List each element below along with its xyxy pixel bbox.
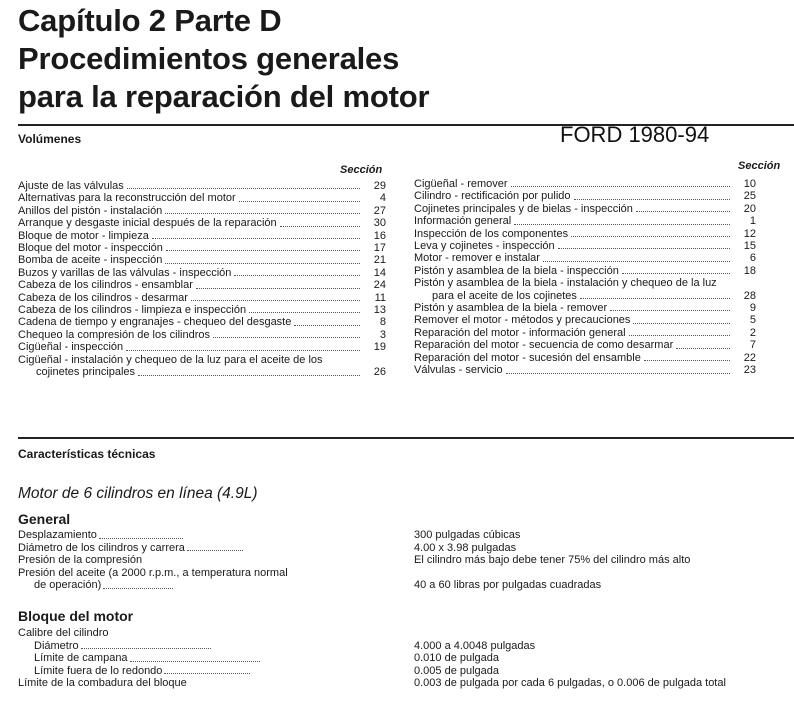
toc-entry-label: Anillos del pistón - instalación xyxy=(18,204,163,217)
toc-entry-label: Alternativas para la reconstrucción del motor xyxy=(18,192,236,205)
toc-entry[interactable] xyxy=(414,215,756,227)
toc-entry-label: Bloque del motor - inspección xyxy=(18,242,163,255)
spec-label: Límite de campana xyxy=(34,652,128,665)
toc-entry[interactable] xyxy=(414,240,756,252)
toc-entry-label: Válvulas - servicio xyxy=(414,364,503,377)
spec-value: 4.00 x 3.98 pulgadas xyxy=(414,541,517,554)
spec-row xyxy=(18,640,794,653)
spec-label: Límite de la combadura del bloque xyxy=(18,677,187,690)
toc-entry-number: 26 xyxy=(373,366,386,379)
toc-entry-number: 11 xyxy=(374,291,386,304)
toc-entry[interactable] xyxy=(414,352,756,364)
spec-label: Límite fuera de lo redondo xyxy=(34,664,163,677)
toc-entry[interactable] xyxy=(414,228,756,240)
leader-dots xyxy=(152,238,360,239)
toc-entry[interactable] xyxy=(414,252,756,264)
toc-entry-label: Reparación del motor - sucesión del ensamble xyxy=(414,351,641,364)
toc-entry[interactable] xyxy=(414,203,756,215)
spec-label: Diámetro xyxy=(34,639,79,652)
spec-value: 300 pulgadas cúbicas xyxy=(414,529,521,541)
toc-entry-number: 23 xyxy=(743,364,756,377)
leader-dots xyxy=(164,673,250,674)
toc-right xyxy=(414,178,756,377)
spec-row xyxy=(18,554,794,567)
toc-entry-number: 17 xyxy=(373,242,386,255)
toc-entry[interactable] xyxy=(414,265,756,277)
toc-entry[interactable] xyxy=(18,366,386,378)
toc-entry-number: 4 xyxy=(379,192,386,205)
toc-entry[interactable] xyxy=(414,339,756,351)
leader-dots xyxy=(629,335,730,336)
motor-heading: Motor de 6 cilindros en línea (4.9L) xyxy=(18,485,258,502)
toc-entry-number: 18 xyxy=(743,264,756,277)
toc-entry-label: Cigüeñal - instalación y chequeo de la luz para el aceite de los xyxy=(18,353,323,366)
toc-entry-number: 13 xyxy=(373,304,386,317)
toc-entry-label: cojinetes principales xyxy=(36,366,136,379)
toc-entry-label: Bomba de aceite - inspección xyxy=(18,254,163,267)
leader-dots xyxy=(610,310,730,311)
toc-entry-number: 10 xyxy=(743,178,756,190)
toc-entry-label: Arranque y desgaste inicial después de la reparación xyxy=(18,217,277,230)
spec-label: Presión del aceite (a 2000 r.p.m., a temperatura normal xyxy=(18,566,288,579)
seccion-label-left: Sección xyxy=(340,164,383,176)
spec-value: El cilindro más bajo debe tener 75% del cilindro más alto xyxy=(414,554,691,567)
toc-entry-label: Remover el motor - métodos y precauciones xyxy=(414,314,631,327)
leader-dots xyxy=(138,375,360,376)
spec-label: de operación) xyxy=(34,579,102,592)
toc-entry-number: 22 xyxy=(743,351,756,364)
leader-dots xyxy=(506,373,730,374)
toc-entry-label: Cabeza de los cilindros - limpieza e inspección xyxy=(18,304,247,317)
title-line-2: Procedimientos generales xyxy=(18,41,400,76)
toc-entry[interactable] xyxy=(18,192,386,204)
leader-dots xyxy=(571,236,730,237)
toc-entry-label: Pistón y asamblea de la biela - remover xyxy=(414,302,608,315)
leader-dots xyxy=(196,288,360,289)
leader-dots xyxy=(165,263,360,264)
leader-dots xyxy=(191,300,360,301)
title-line-3: para la reparación del motor xyxy=(18,79,430,114)
leader-dots xyxy=(166,250,360,251)
toc-entry[interactable] xyxy=(18,217,386,229)
toc-entry[interactable] xyxy=(18,254,386,266)
toc-entry-number: 19 xyxy=(373,341,386,354)
leader-dots xyxy=(234,275,360,276)
toc-entry-label: Cabeza de los cilindros - ensamblar xyxy=(18,279,193,292)
leader-dots xyxy=(622,273,730,274)
bloque-heading: Bloque del motor xyxy=(18,608,134,624)
toc-entry[interactable] xyxy=(414,364,756,376)
leader-dots xyxy=(580,298,730,299)
toc-entry-number: 30 xyxy=(373,217,386,230)
toc-entry[interactable] xyxy=(18,304,386,316)
toc-entry-number: 5 xyxy=(749,314,756,327)
toc-entry[interactable] xyxy=(18,279,386,291)
toc-entry-number: 12 xyxy=(743,227,756,240)
toc-entry-number: 8 xyxy=(379,316,386,329)
toc-entry-number: 24 xyxy=(373,279,386,292)
toc-entry-number: 9 xyxy=(749,302,756,315)
leader-dots xyxy=(676,348,730,349)
leader-dots xyxy=(130,661,260,662)
toc-entry[interactable] xyxy=(18,316,386,328)
spec-row xyxy=(18,677,794,690)
leader-dots xyxy=(187,550,243,551)
spec-row xyxy=(18,529,794,542)
toc-entry-number: 3 xyxy=(379,328,386,341)
spec-label: Diámetro de los cilindros y carrera xyxy=(18,541,185,554)
spec-row xyxy=(18,542,794,555)
spec-value: 0.003 de pulgada por cada 6 pulgadas, o 0.006 de pulgada total xyxy=(414,677,726,690)
toc-entry-number: 2 xyxy=(749,326,756,339)
leader-dots xyxy=(644,360,730,361)
leader-dots xyxy=(280,226,360,227)
toc-entry-label: Información general xyxy=(414,215,512,228)
toc-entry[interactable] xyxy=(18,341,386,353)
leader-dots xyxy=(81,648,211,649)
bloque-spec-table xyxy=(18,627,794,690)
toc-entry[interactable] xyxy=(414,178,756,190)
toc-entry[interactable] xyxy=(18,267,386,279)
spec-label: Calibre del cilindro xyxy=(18,627,109,639)
chapter-title xyxy=(18,2,429,116)
toc-entry-label: Cadena de tiempo y engranajes - chequeo del desgaste xyxy=(18,316,292,329)
toc-entry-label: Pistón y asamblea de la biela - instalación y chequeo de la luz xyxy=(414,277,717,290)
spec-label: Presión de la compresión xyxy=(18,554,143,567)
toc-entry-label: Bloque de motor - limpieza xyxy=(18,229,149,242)
toc-entry-number: 29 xyxy=(373,180,386,192)
toc-left xyxy=(18,180,386,379)
toc-entry[interactable] xyxy=(414,290,756,302)
toc-entry-number: 16 xyxy=(373,229,386,242)
toc-entry-label: Leva y cojinetes - inspección xyxy=(414,240,555,253)
section-rule xyxy=(18,437,794,439)
toc-entry-number: 7 xyxy=(749,339,756,352)
leader-dots xyxy=(213,337,360,338)
toc-entry[interactable] xyxy=(414,327,756,339)
toc-entry-label: Pistón y asamblea de la biela - inspección xyxy=(414,264,619,277)
leader-dots xyxy=(126,350,360,351)
toc-entry-label: Chequeo la compresión de los cilindros xyxy=(18,328,210,341)
toc-entry-label: Ajuste de las válvulas xyxy=(18,180,124,192)
caracteristicas-heading: Características técnicas xyxy=(18,447,156,461)
toc-entry[interactable] xyxy=(414,190,756,202)
toc-entry-label: Motor - remover e instalar xyxy=(414,252,540,265)
toc-entry[interactable] xyxy=(414,314,756,326)
toc-entry-number: 25 xyxy=(743,190,756,203)
toc-entry-number: 28 xyxy=(743,289,756,302)
toc-entry[interactable] xyxy=(18,354,386,366)
toc-entry-label: Reparación del motor - información general xyxy=(414,326,626,339)
toc-entry-label: Cabeza de los cilindros - desarmar xyxy=(18,291,188,304)
toc-entry[interactable] xyxy=(18,329,386,341)
toc-entry[interactable] xyxy=(18,242,386,254)
leader-dots xyxy=(127,188,360,189)
spec-value: 4.000 a 4.0048 pulgadas xyxy=(414,639,536,652)
spec-label: Desplazamiento xyxy=(18,529,97,541)
toc-entry[interactable] xyxy=(18,180,386,192)
toc-entry-number: 15 xyxy=(743,240,756,253)
toc-entry-label: Reparación del motor - secuencia de como desarmar xyxy=(414,339,674,352)
spec-value: 0.010 de pulgada xyxy=(414,652,500,665)
brand-label: FORD 1980-94 xyxy=(560,122,710,147)
toc-entry-label: para el aceite de los cojinetes xyxy=(432,289,577,302)
toc-entry-number: 14 xyxy=(373,266,386,279)
seccion-label-right: Sección xyxy=(738,160,781,172)
toc-entry-number: 1 xyxy=(749,215,756,228)
general-spec-table xyxy=(18,529,794,592)
toc-entry-number: 6 xyxy=(749,252,756,265)
spec-value: 40 a 60 libras por pulgadas cuadradas xyxy=(414,579,602,592)
toc-entry-label: Cigüeñal - remover xyxy=(414,178,508,190)
toc-entry[interactable] xyxy=(18,205,386,217)
toc-entry-number: 27 xyxy=(373,204,386,217)
toc-entry-label: Cojinetes principales y de bielas - inspección xyxy=(414,202,633,215)
leader-dots xyxy=(239,201,360,202)
leader-dots xyxy=(165,213,360,214)
toc-entry[interactable] xyxy=(414,277,756,289)
general-heading: General xyxy=(18,511,71,527)
spec-row xyxy=(18,652,794,665)
toc-entry-number: 21 xyxy=(373,254,386,267)
spec-row xyxy=(18,579,794,592)
leader-dots xyxy=(558,248,730,249)
toc-entry-number: 20 xyxy=(743,202,756,215)
leader-dots xyxy=(511,186,730,187)
spec-row xyxy=(18,627,794,640)
leader-dots xyxy=(103,588,173,589)
volumenes-heading: Volúmenes xyxy=(18,132,82,146)
spec-row xyxy=(18,567,794,580)
toc-entry-label: Buzos y varillas de las válvulas - inspección xyxy=(18,266,232,279)
toc-entry[interactable] xyxy=(414,302,756,314)
toc-entry[interactable] xyxy=(18,292,386,304)
spec-value: 0.005 de pulgada xyxy=(414,664,500,677)
leader-dots xyxy=(633,323,730,324)
leader-dots xyxy=(574,199,730,200)
toc-entry-label: Cigüeñal - inspección xyxy=(18,341,124,354)
toc-entry-label: Cilindro - rectificación por pulido xyxy=(414,190,571,203)
leader-dots xyxy=(294,325,360,326)
title-line-1: Capítulo 2 Parte D xyxy=(18,3,282,38)
toc-entry[interactable] xyxy=(18,230,386,242)
leader-dots xyxy=(543,261,730,262)
leader-dots xyxy=(99,538,183,539)
spec-row xyxy=(18,665,794,678)
leader-dots xyxy=(514,224,730,225)
toc-entry-label: Inspección de los componentes xyxy=(414,227,569,240)
leader-dots xyxy=(249,312,360,313)
leader-dots xyxy=(636,211,730,212)
